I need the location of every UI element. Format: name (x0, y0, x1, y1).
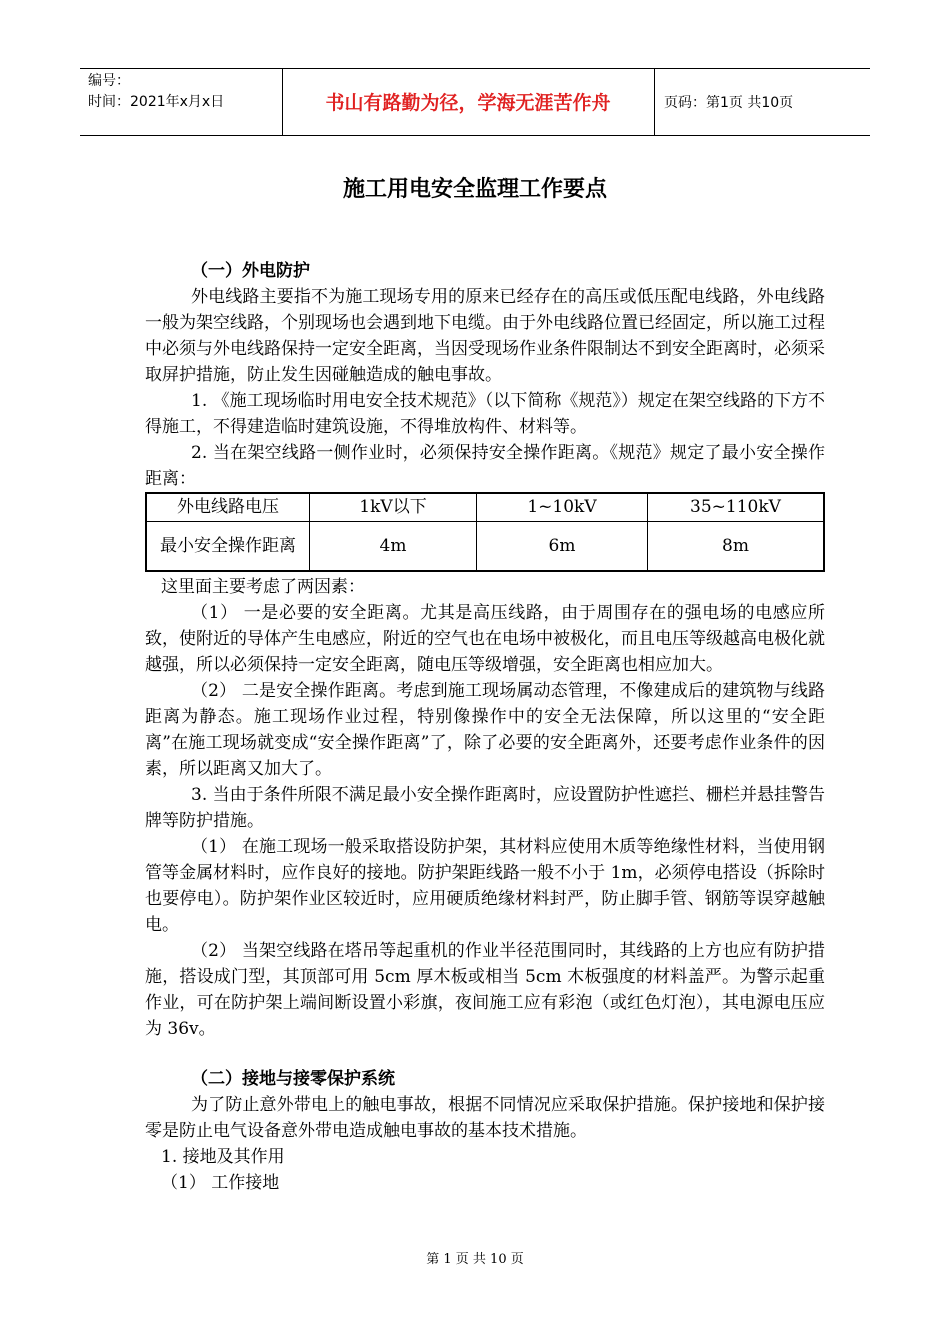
paragraph: （1） 一是必要的安全距离。尤其是高压线路，由于周围存在的强电场的电感应所致，使附近的导体产生电感应，附近的空气也在电场中被极化，而且电压等级越高电极化就越强，所以必须保持一定安全距离，随电压等级增强，安全距离也相应加大。 (145, 603, 825, 675)
header-motto: 书山有路勤为径，学海无涯苦作舟 (325, 92, 611, 114)
section-heading: （二）接地与接零保护系统 (191, 1069, 395, 1089)
document-number-label: 编号： (88, 73, 130, 89)
paragraph: 3. 当由于条件所限不满足最小安全操作距离时，应设置防护性遮拦、栅栏并悬挂警告牌等防护措施。 (145, 785, 825, 831)
table-cell: 最小安全操作距离 (146, 521, 310, 571)
paragraph: （2） 当架空线路在塔吊等起重机的作业半径范围同时，其线路的上方也应有防护措施，搭设成门型，其顶部可用 5cm 厚木板或相当 5cm 木板强度的材料盖严。为警示起重作业，可在防护架上端间断设置小彩旗，夜间施工应有彩泡（或红色灯泡），其电源电压应为 36v。 (145, 941, 825, 1039)
table-cell: 外电线路电压 (146, 493, 310, 521)
table-cell: 6m (477, 521, 648, 571)
document-title: 施工用电安全监理工作要点 (342, 177, 607, 202)
paragraph: （2） 二是安全操作距离。考虑到施工现场属动态管理，不像建成后的建筑物与线路距离为静态。施工现场作业过程，特别像操作中的安全无法保障，所以这里的“安全距离”在施工现场就变成“安全操作距离”了，除了必要的安全距离外，还要考虑作业条件的因素，所以距离又加大了。 (145, 681, 825, 779)
distance-table (145, 492, 825, 572)
page-footer: 第 1 页 共 10 页 (426, 1252, 524, 1267)
table-cell: 1~10kV (477, 493, 648, 521)
paragraph: 外电线路主要指不为施工现场专用的原来已经存在的高压或低压配电线路，外电线路一般为架空线路，个别现场也会遇到地下电缆。由于外电线路位置已经固定，所以施工过程中必须与外电线路保持一定安全距离，当因受现场作业条件限制达不到安全距离时，必须采取屏护措施，防止发生因碰触造成的触电事故。 (145, 287, 825, 385)
paragraph: 1. 《施工现场临时用电安全技术规范》（以下简称《规范》）规定在架空线路的下方不得施工，不得建造临时建筑设施，不得堆放构件、材料等。 (145, 391, 825, 437)
table-row (146, 493, 824, 521)
header-bottom-rule (80, 135, 870, 136)
table-cell: 1kV以下 (310, 493, 477, 521)
paragraph: 这里面主要考虑了两因素： (161, 577, 365, 597)
header-page-info: 页码：第1页 共10页 (664, 95, 794, 111)
section-heading: （一）外电防护 (191, 261, 310, 281)
spacer (145, 1042, 825, 1066)
paragraph: （1） 在施工现场一般采取搭设防护架，其材料应使用木质等绝缘性材料，当使用钢管等金属材料时，应作良好的接地。防护架距线路一般不小于 1m，必须停电搭设（拆除时也要停电）。防护架作业区较近时，应用硬质绝缘材料封严，防止脚手管、钢筋等误穿越触电。 (145, 837, 825, 935)
paragraph: （1） 工作接地 (161, 1173, 280, 1193)
table-cell: 8m (648, 521, 825, 571)
paragraph: 1. 接地及其作用 (161, 1147, 285, 1167)
table-cell: 4m (310, 521, 477, 571)
table-cell: 35~110kV (648, 493, 825, 521)
document-body (145, 258, 825, 1196)
paragraph: 2. 当在架空线路一侧作业时，必须保持安全操作距离。《规范》规定了最小安全操作距离： (145, 443, 825, 489)
header-divider (654, 68, 655, 135)
paragraph: 为了防止意外带电上的触电事故，根据不同情况应采取保护措施。保护接地和保护接零是防止电气设备意外带电造成触电事故的基本技术措施。 (145, 1095, 825, 1141)
table-row (146, 521, 824, 571)
header-left (88, 71, 224, 113)
document-time-label: 时间：2021年x月x日 (88, 94, 225, 110)
